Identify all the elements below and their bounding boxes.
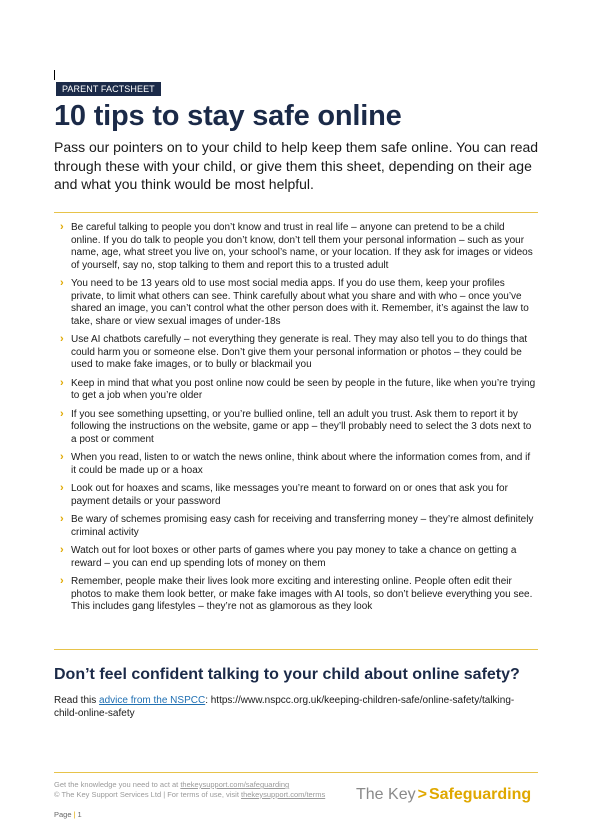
- tip-item: [60, 378, 536, 403]
- tip-item: [60, 576, 536, 614]
- the-key-safeguarding-logo: The Key > Safeguarding: [356, 786, 532, 803]
- tip-text: When you read, listen to or watch the news online, think about where the information comes from, and if it could be made up or a hoax: [71, 452, 531, 476]
- tip-text: Watch out for loot boxes or other parts of games where you pay money to take a chance on getting a reward – you can end up spending lots of money on them: [71, 545, 517, 569]
- chevron-right-icon: ›: [60, 513, 64, 525]
- chevron-logo-icon: >: [417, 786, 427, 803]
- tip-text: Keep in mind that what you post online now could be seen by people in the future, like when you’re trying to get a job when you’re older: [71, 377, 536, 401]
- tip-item: [60, 334, 536, 372]
- intro-paragraph: Pass our pointers on to your child to help keep them safe online. You can read through these with your child, or give them this sheet, depending on their age and what you think would be most helpful.: [54, 139, 539, 192]
- tip-item: [60, 409, 536, 447]
- tip-text: Use AI chatbots carefully – not everything they generate is real. They may also tell you to do things that could harm you or someone else. Don’t give them your personal information or photos – they could be used to make fake images, or to bully or blackmail you: [71, 334, 528, 370]
- tip-text: If you see something upsetting, or you’re bullied online, tell an adult you trust. Ask them to report it by following the instructions on the website, game or app – they’ll probably need to select the 3 dots next to a post or comment: [71, 408, 532, 445]
- page-title: 10 tips to stay safe online: [54, 100, 402, 132]
- tip-text: Remember, people make their lives look more exciting and interesting online. People often edit their photos to make them look better, or make fake images with AI tools, so don’t believe everything you see. This includes gang lifestyles – they’re not as glamorous as they look: [71, 576, 533, 612]
- page-number: Page | 1: [54, 810, 82, 819]
- factsheet-badge: PARENT FACTSHEET: [56, 82, 161, 96]
- tip-item: [60, 452, 536, 477]
- top-divider: [54, 212, 538, 213]
- chevron-right-icon: ›: [60, 221, 64, 233]
- chevron-right-icon: ›: [60, 575, 64, 587]
- tip-item: [60, 514, 536, 539]
- footer-legal: Get the knowledge you need to act at thekeysupport.com/safeguarding © The Key Support Services Ltd | For terms of use, visit thekeysupport.com/terms: [54, 780, 326, 799]
- safeguarding-link[interactable]: thekeysupport.com/safeguarding: [180, 780, 290, 789]
- middle-divider: [54, 649, 538, 650]
- chevron-right-icon: ›: [60, 451, 64, 463]
- advice-url-text: : https://www.nspcc.org.uk/keeping-children-safe/online-safety/talking-child-online-safety: [54, 695, 515, 719]
- tip-text: Be careful talking to people you don’t know and trust in real life – anyone can pretend to be a child online. If you do talk to people you don’t know, don’t tell them your personal information – such as your name, age, what street you live on, your school’s name, or your location. If they ask for images or videos of yourself, say no, stop talking to them and report this to a trusted adult: [71, 222, 533, 271]
- chevron-right-icon: ›: [60, 277, 64, 289]
- footer-divider: [54, 772, 538, 773]
- chevron-right-icon: ›: [60, 376, 64, 389]
- advice-lead: Read this: [54, 695, 100, 706]
- terms-link[interactable]: thekeysupport.com/terms: [241, 789, 326, 799]
- tip-text: Look out for hoaxes and scams, like messages you’re meant to forward on or ones that ask you for payment details or your password: [71, 483, 508, 507]
- tip-item: [60, 545, 536, 570]
- tip-text: Be wary of schemes promising easy cash for receiving and transferring money – they’re almost definitely criminal activity: [71, 514, 534, 538]
- tip-item: [60, 483, 536, 508]
- chevron-right-icon: ›: [60, 407, 64, 420]
- advice-paragraph: [54, 694, 534, 720]
- nspcc-advice-link[interactable]: advice from the NSPCC: [99, 695, 206, 706]
- chevron-right-icon: ›: [60, 333, 64, 345]
- advice-heading: Don’t feel confident talking to your child about online safety?: [54, 666, 520, 683]
- text-cursor: [54, 70, 55, 80]
- tip-text: You need to be 13 years old to use most social media apps. If you do use them, keep your profiles private, to limit what others can see. Think carefully about what you share and with who – once you’ve shared an image, you can’t control what the other person does with it. Remember, it’s against the law to take, share or view sexual images of under-18s: [71, 278, 529, 327]
- tip-item: [60, 278, 536, 328]
- tips-list: [60, 222, 536, 620]
- chevron-right-icon: ›: [60, 544, 64, 556]
- tip-item: [60, 222, 536, 272]
- chevron-right-icon: ›: [60, 482, 64, 494]
